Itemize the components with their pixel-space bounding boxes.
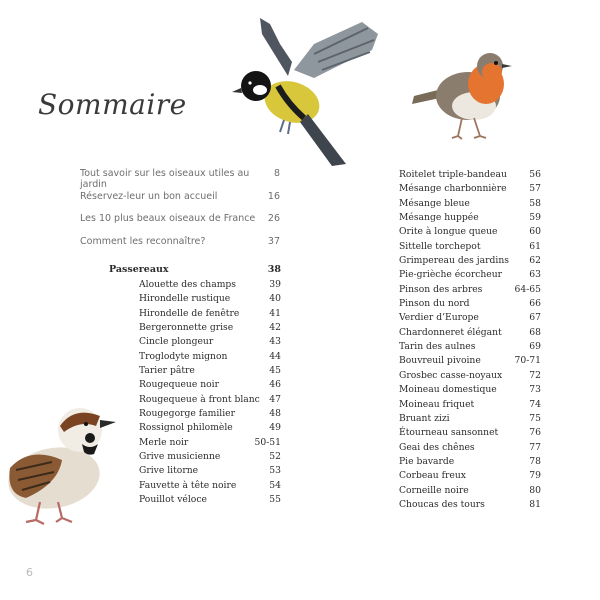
entry-label: Merle noir [139, 436, 189, 448]
entry-page: 76 [529, 427, 541, 439]
entry-label: Rougequeue à front blanc [139, 393, 260, 405]
entry-page: 50-51 [254, 436, 281, 448]
entry-label: Grive litorne [139, 465, 199, 477]
toc-entry[interactable] [399, 182, 541, 196]
entry-label: Étourneau sansonnet [399, 427, 499, 439]
toc-entry[interactable] [399, 311, 541, 325]
entry-label: Pinson du nord [399, 298, 470, 310]
entry-label: Mésange huppée [399, 212, 479, 224]
entry-page: 63 [529, 269, 541, 281]
entry-page: 49 [269, 422, 281, 434]
section-page: 38 [267, 264, 281, 275]
toc-entry[interactable] [399, 240, 541, 254]
toc-entry[interactable] [399, 383, 541, 397]
entry-page: 77 [529, 441, 541, 453]
entry-page: 81 [529, 498, 541, 510]
entry-page: 68 [529, 326, 541, 338]
toc-entry[interactable] [399, 412, 541, 426]
entry-page: 58 [529, 197, 541, 209]
section-label: Passereaux [109, 264, 169, 275]
toc-entry[interactable] [139, 350, 281, 364]
entry-page: 26 [267, 213, 280, 224]
entry-label: Bruant zizi [399, 412, 450, 424]
entry-label: Hirondelle de fenêtre [139, 307, 240, 319]
entry-page: 70-71 [514, 355, 541, 367]
entry-page: 44 [269, 350, 281, 362]
toc-entry[interactable] [399, 426, 541, 440]
entry-label: Bergeronnette grise [139, 322, 234, 334]
entry-label: Bouvreuil pivoine [399, 355, 481, 367]
entry-page: 43 [269, 336, 281, 348]
entry-page: 78 [529, 455, 541, 467]
entry-page: 57 [529, 183, 541, 195]
entry-label: Hirondelle rustique [139, 293, 231, 305]
toc-entry[interactable] [399, 469, 541, 483]
entry-label: Pie-grièche écorcheur [399, 269, 503, 281]
toc-entry[interactable] [399, 297, 541, 311]
entry-label: Pouillot véloce [139, 494, 207, 506]
entry-page: 80 [529, 484, 541, 496]
entry-label: Orite à longue queue [399, 226, 498, 238]
toc-entry[interactable] [399, 354, 541, 368]
entry-label: Mésange bleue [399, 197, 470, 209]
entry-label: Tarier pâtre [139, 365, 195, 377]
toc-entry[interactable] [139, 378, 281, 392]
entry-page: 37 [267, 235, 280, 247]
entry-label: Pinson des arbres [399, 283, 483, 295]
entry-label: Grosbec casse-noyaux [399, 369, 503, 381]
entry-page: 46 [269, 379, 281, 391]
toc-entry[interactable] [139, 307, 281, 321]
entry-page: 52 [269, 451, 281, 463]
toc-entry[interactable] [399, 211, 541, 225]
toc-entry[interactable] [139, 407, 281, 421]
entry-label: Choucas des tours [399, 498, 485, 510]
entry-label: Grimpereau des jardins [399, 255, 509, 267]
entry-label: Roitelet triple-bandeau [399, 169, 507, 180]
entry-label: Verdier d’Europe [399, 312, 479, 324]
toc-entry[interactable] [399, 455, 541, 469]
entry-page: 79 [529, 470, 541, 482]
entry-label: Tout savoir sur les oiseaux utiles au jardin [80, 168, 250, 190]
toc-entry[interactable] [399, 225, 541, 239]
entry-label: Grive musicienne [139, 451, 221, 463]
toc-entry[interactable] [399, 283, 541, 297]
entry-page: 69 [529, 341, 541, 353]
page-number: 6 [26, 566, 33, 579]
entry-label: Les 10 plus beaux oiseaux de France [80, 213, 256, 224]
sparrow-image [0, 398, 125, 530]
entry-page: 54 [269, 479, 281, 491]
toc-entry[interactable] [399, 369, 541, 383]
entry-label: Geai des chênes [399, 441, 475, 453]
toc-entry[interactable] [399, 498, 541, 512]
entry-page: 55 [269, 494, 281, 506]
entry-label: Troglodyte mignon [139, 350, 228, 362]
toc-entry[interactable] [139, 450, 281, 464]
entry-page: 61 [529, 240, 541, 252]
toc-entry[interactable] [139, 493, 281, 507]
intro-item[interactable] [80, 191, 280, 214]
entry-label: Rougequeue noir [139, 379, 219, 391]
great-tit-image [222, 14, 387, 174]
toc-entry[interactable] [399, 254, 541, 268]
toc-entry[interactable] [139, 321, 281, 335]
intro-item[interactable] [80, 213, 280, 236]
toc-entry[interactable] [139, 364, 281, 378]
toc-entry[interactable] [139, 421, 281, 435]
toc-entry[interactable] [399, 398, 541, 412]
entry-label: Rossignol philomèle [139, 422, 233, 434]
entry-label: Comment les reconnaître? [80, 235, 206, 247]
entry-label: Rougegorge familier [139, 408, 235, 420]
entry-page: 47 [269, 393, 281, 405]
entry-page: 59 [529, 212, 541, 224]
entry-page: 60 [529, 226, 541, 238]
entry-page: 48 [269, 408, 281, 420]
toc-entry[interactable] [139, 479, 281, 493]
toc-entry[interactable] [399, 197, 541, 211]
toc-entry[interactable] [139, 436, 281, 450]
toc-entry[interactable] [139, 335, 281, 349]
entry-label: Mésange charbonnière [399, 183, 507, 195]
entry-label: Corbeau freux [399, 470, 466, 482]
toc-list-right [399, 168, 541, 512]
entry-page: 45 [269, 365, 281, 377]
toc-entry[interactable] [139, 464, 281, 478]
toc-entry[interactable] [399, 168, 541, 182]
entry-page: 66 [529, 298, 541, 310]
entry-label: Corneille noire [399, 484, 469, 496]
entry-label: Moineau friquet [399, 398, 475, 410]
toc-entry[interactable] [139, 393, 281, 407]
entry-page: 64-65 [514, 283, 541, 295]
entry-page: 16 [267, 190, 280, 202]
entry-label: Pie bavarde [399, 455, 455, 467]
entry-label: Réservez-leur un bon accueil [80, 190, 218, 202]
entry-label: Fauvette à tête noire [139, 479, 237, 491]
intro-item[interactable] [80, 168, 280, 191]
entry-label: Tarin des aulnes [399, 341, 476, 353]
entry-page: 67 [529, 312, 541, 324]
entry-page: 75 [529, 412, 541, 424]
entry-page: 62 [529, 255, 541, 267]
section-heading-passereaux[interactable] [109, 264, 281, 275]
toc-entry[interactable] [139, 292, 281, 306]
entry-page: 56 [529, 169, 541, 180]
toc-list-left [139, 278, 281, 508]
intro-list [80, 168, 280, 258]
toc-entry[interactable] [139, 278, 281, 292]
entry-page: 41 [269, 307, 281, 319]
entry-page: 53 [269, 465, 281, 477]
entry-label: Cincle plongeur [139, 336, 214, 348]
robin-image [410, 44, 520, 144]
entry-label: Chardonneret élégant [399, 326, 502, 338]
entry-page: 73 [529, 384, 541, 396]
entry-page: 8 [273, 168, 280, 179]
entry-label: Sittelle torchepot [399, 240, 481, 252]
toc-entry[interactable] [399, 268, 541, 282]
toc-entry[interactable] [399, 340, 541, 354]
toc-entry[interactable] [399, 441, 541, 455]
entry-page: 42 [269, 322, 281, 334]
intro-item[interactable] [80, 236, 280, 259]
entry-page: 72 [529, 369, 541, 381]
entry-page: 40 [269, 293, 281, 305]
toc-entry[interactable] [399, 484, 541, 498]
entry-label: Moineau domestique [399, 384, 497, 396]
entry-page: 39 [269, 279, 281, 290]
entry-page: 74 [529, 398, 541, 410]
entry-label: Alouette des champs [139, 279, 237, 290]
page-title: Sommaire [38, 88, 187, 121]
toc-entry[interactable] [399, 326, 541, 340]
